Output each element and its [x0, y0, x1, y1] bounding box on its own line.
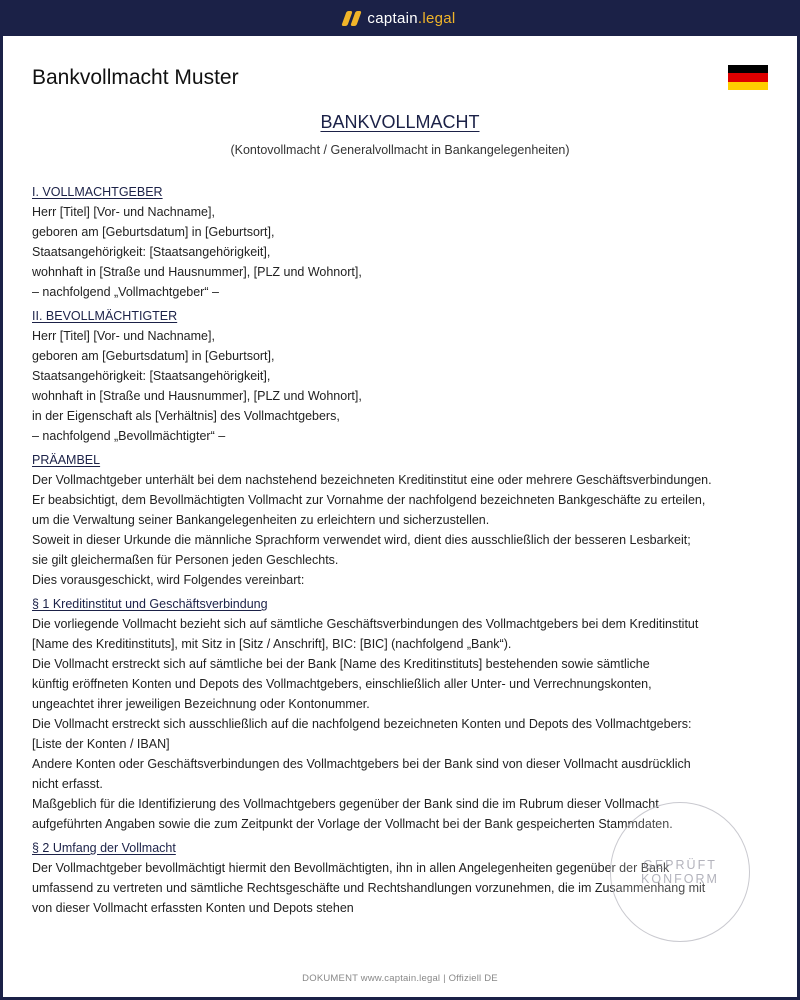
paragraph-line: Herr [Titel] [Vor- und Nachname],	[32, 329, 215, 343]
paragraph-line: wohnhaft in [Straße und Hausnummer], [PLZ und Wohnort],	[32, 389, 362, 403]
paragraph-line: Die Vollmacht erstreckt sich ausschließlich auf die nachfolgend bezeichneten Konten und Depots des Vollmachtgebers:	[32, 717, 692, 731]
document-sheet	[3, 36, 797, 997]
paragraph-line: [Name des Kreditinstituts], mit Sitz in [Sitz / Anschrift], BIC: [BIC] (nachfolgend „Bank“).	[32, 637, 512, 651]
section-heading: I. VOLLMACHTGEBER	[32, 185, 163, 199]
paragraph-line: aufgeführten Angaben sowie die zum Zeitpunkt der Vorlage der Vollmacht bei der Bank gespeicherten Stammdaten.	[32, 817, 673, 831]
paragraph-line: künftig eröffneten Konten und Depots des Vollmachtgebers, einschließlich aller Unter- und Verrechnungskonten,	[32, 677, 652, 691]
paragraph-line: Dies vorausgeschickt, wird Folgendes vereinbart:	[32, 573, 305, 587]
section-heading: § 2 Umfang der Vollmacht	[32, 841, 176, 855]
paragraph-line: von dieser Vollmacht erfassten Konten und Depots stehen	[32, 901, 354, 915]
paragraph-line: Herr [Titel] [Vor- und Nachname],	[32, 205, 215, 219]
paragraph-line: Die vorliegende Vollmacht bezieht sich auf sämtliche Geschäftsverbindungen des Vollmachtgebers bei dem Kreditinstitut	[32, 617, 699, 631]
brand-name[interactable]: captain.legal	[367, 9, 456, 27]
section-heading: PRÄAMBEL	[32, 453, 101, 467]
paragraph-line: geboren am [Geburtsdatum] in [Geburtsort],	[32, 349, 275, 363]
captain-legal-logo-icon	[344, 11, 359, 26]
paragraph-line: sie gilt gleichermaßen für Personen jeden Geschlechts.	[32, 553, 339, 567]
paragraph-line: – nachfolgend „Bevollmächtigter“ –	[32, 429, 226, 443]
paragraph-line: – nachfolgend „Vollmachtgeber“ –	[32, 285, 219, 299]
paragraph-line: umfassend zu vertreten und sämtliche Rechtsgeschäfte und Rechtshandlungen vorzunehmen, die im Zusammenhang mit	[32, 881, 706, 895]
paragraph-line: in der Eigenschaft als [Verhältnis] des Vollmachtgebers,	[32, 409, 340, 423]
document-title: BANKVOLLMACHT	[320, 112, 480, 132]
paragraph-line: Soweit in dieser Urkunde die männliche Sprachform verwendet wird, dient dies ausschließlich der besseren Lesbarkeit;	[32, 533, 691, 547]
paragraph-line: Der Vollmachtgeber unterhält bei dem nachstehend bezeichneten Kreditinstitut eine oder mehrere Geschäftsverbindungen.	[32, 473, 712, 487]
paragraph-line: um die Verwaltung seiner Bankangelegenheiten zu erleichtern und sicherzustellen.	[32, 513, 490, 527]
paragraph-line: Maßgeblich für die Identifizierung des Vollmachtgebers gegenüber der Bank sind die im Rubrum dieser Vollmacht	[32, 797, 659, 811]
paragraph-line: Andere Konten oder Geschäftsverbindungen des Vollmachtgebers bei der Bank sind von dieser Vollmacht ausdrücklich	[32, 757, 691, 771]
paragraph-line: [Liste der Konten / IBAN]	[32, 737, 170, 751]
paragraph-line: geboren am [Geburtsdatum] in [Geburtsort],	[32, 225, 275, 239]
top-bar	[0, 0, 800, 36]
paragraph-line: Der Vollmachtgeber bevollmächtigt hiermit den Bevollmächtigten, ihn in allen Angelegenheiten gegenüber der Bank	[32, 861, 670, 875]
section-heading: II. BEVOLLMÄCHTIGTER	[32, 309, 178, 323]
paragraph-line: wohnhaft in [Straße und Hausnummer], [PLZ und Wohnort],	[32, 265, 362, 279]
paragraph-line: Die Vollmacht erstreckt sich auf sämtliche bei der Bank [Name des Kreditinstituts] bestehenden sowie sämtliche	[32, 657, 650, 671]
paragraph-line: ungeachtet ihrer jeweiligen Bezeichnung oder Kontonummer.	[32, 697, 370, 711]
paragraph-line: Staatsangehörigkeit: [Staatsangehörigkeit],	[32, 245, 271, 259]
paragraph-line: Er beabsichtigt, dem Bevollmächtigten Vollmacht zur Vornahme der nachfolgend bezeichneten Bankgeschäfte zu erteilen,	[32, 493, 706, 507]
paragraph-line: nicht erfasst.	[32, 777, 103, 791]
paragraph-line: Staatsangehörigkeit: [Staatsangehörigkeit],	[32, 369, 271, 383]
section-heading: § 1 Kreditinstitut und Geschäftsverbindung	[32, 597, 268, 611]
page-title: Bankvollmacht Muster	[32, 66, 239, 89]
verification-stamp: GEPRÜFT KONFORM	[610, 802, 750, 942]
document-subtitle: (Kontovollmacht / Generalvollmacht in Bankangelegenheiten)	[230, 143, 570, 157]
german-flag-icon	[728, 65, 768, 90]
document-footer: DOKUMENT www.captain.legal | Offiziell DE	[302, 973, 498, 984]
